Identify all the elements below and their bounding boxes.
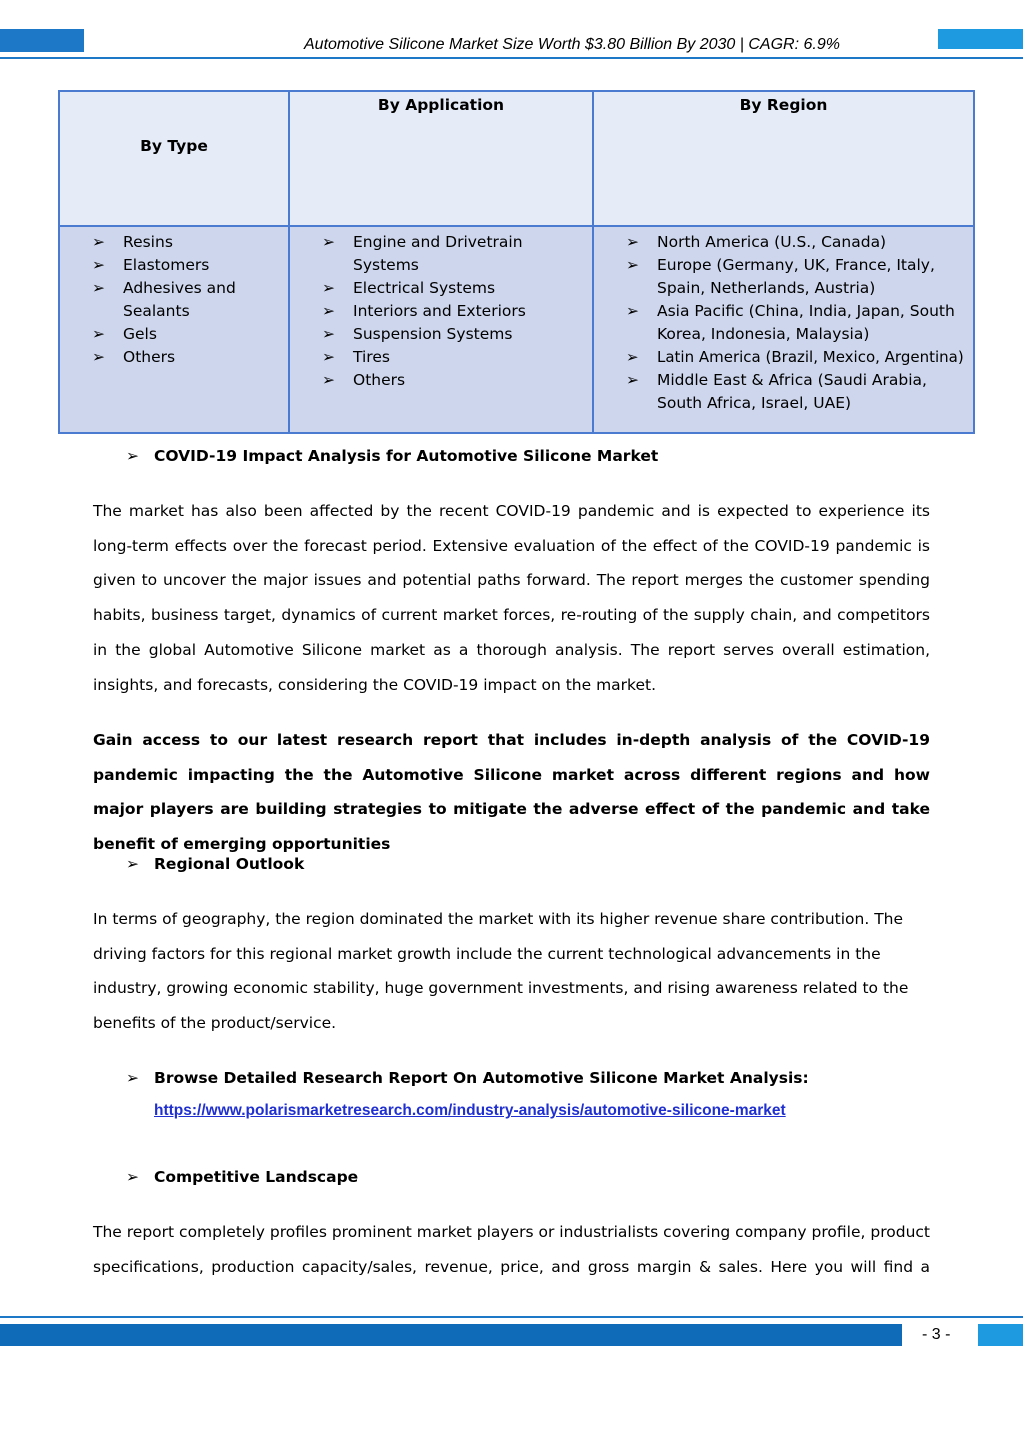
list-item: ➢ Engine and Drivetrain Systems [322,233,523,274]
segmentation-table [58,90,975,434]
arrow-bullet-icon: ➢ [126,447,139,465]
list-item: ➢ Resins [60,231,288,254]
footer-bar-right [978,1324,1023,1346]
table-body-row [59,226,974,433]
arrow-bullet-icon: ➢ [626,371,639,389]
header-rule [0,57,1023,59]
footer-rule [0,1316,1023,1318]
arrow-bullet-icon: ➢ [126,855,139,873]
type-cell [59,226,289,433]
list-item: ➢ Electrical Systems [290,277,592,300]
list-item: ➢ Elastomers [60,254,288,277]
header-bar-right [938,29,1023,49]
arrow-bullet-icon: ➢ [92,233,105,251]
list-item: ➢ Latin America (Brazil, Mexico, Argentina) [594,346,973,369]
arrow-bullet-icon: ➢ [322,325,335,343]
header-by-region: By Region [593,91,974,226]
header-by-type: By Type [59,91,289,226]
arrow-bullet-icon: ➢ [322,233,335,251]
header-by-application: By Application [289,91,593,226]
arrow-bullet-icon: ➢ [322,348,335,366]
region-list [594,227,973,415]
list-item: ➢ Middle East & Africa (Saudi Arabia, South Africa, Israel, UAE) [626,371,927,412]
competitive-heading: ➢ Competitive Landscape [126,1168,359,1186]
arrow-bullet-icon: ➢ [92,325,105,343]
list-item: ➢ Others [290,369,592,392]
list-item: ➢ Others [60,346,288,369]
arrow-bullet-icon: ➢ [92,256,105,274]
arrow-bullet-icon: ➢ [126,1069,139,1087]
arrow-bullet-icon: ➢ [322,279,335,297]
header-bar-left [0,29,84,52]
arrow-bullet-icon: ➢ [92,348,105,366]
type-list [60,227,288,369]
list-item: ➢ Adhesives and Sealants [92,279,236,320]
covid-heading: ➢ COVID-19 Impact Analysis for Automotive Silicone Market [126,447,659,465]
arrow-bullet-icon: ➢ [626,233,639,251]
arrow-bullet-icon: ➢ [322,371,335,389]
list-item: ➢ Suspension Systems [290,323,592,346]
list-item: ➢ Asia Pacific (China, India, Japan, South Korea, Indonesia, Malaysia) [626,302,955,343]
covid-paragraph: The market has also been affected by the recent COVID-19 pandemic and is expected to experience its long-term effects over the forecast period. Extensive evaluation of the effect of the COVID-19 pandemic is given to uncover the major issues and potential paths forward. The report merges the customer spending habits, business target, dynamics of current market forces, re-routing of the supply chain, and competitors in the global Automotive Silicone market as a thorough analysis. The report serves overall estimation, insights, and forecasts, considering the COVID-19 impact on the market. [93,502,930,694]
list-item: ➢ Europe (Germany, UK, France, Italy, Spain, Netherlands, Austria) [626,256,935,297]
regional-heading: ➢ Regional Outlook [126,855,305,873]
footer-bar [0,1324,902,1346]
list-item: ➢ Tires [290,346,592,369]
page-header-title: Automotive Silicone Market Size Worth $3.80 Billion By 2030 | CAGR: 6.9% [304,36,840,53]
browse-heading: ➢ Browse Detailed Research Report On Automotive Silicone Market Analysis: [126,1069,809,1087]
list-item: ➢ North America (U.S., Canada) [594,231,973,254]
arrow-bullet-icon: ➢ [92,279,105,297]
regional-paragraph: In terms of geography, the region dominated the market with its higher revenue share contribution. The driving factors for this regional market growth include the current technological advancements in the industry, growing economic stability, huge government investments, and rising awareness related to the benefits of the product/service. [93,910,909,1033]
arrow-bullet-icon: ➢ [626,348,639,366]
application-list [290,227,592,392]
report-link[interactable]: https://www.polarismarketresearch.com/industry-analysis/automotive-silicone-market [154,1102,786,1119]
arrow-bullet-icon: ➢ [126,1168,139,1186]
page-number: - 3 - [922,1326,951,1343]
covid-cta-paragraph: Gain access to our latest research report that includes in-depth analysis of the COVID-19 pandemic impacting the the Automotive Silicone market across different regions and how major players are building strategies to mitigate the adverse effect of the pandemic and take benefit of emerging opportunities [93,731,930,854]
application-cell [289,226,593,433]
competitive-paragraph: The report completely profiles prominent market players or industrialists covering company profile, product specifications, production capacity/sales, revenue, price, and gross margin & sales. Here you will find a [93,1223,930,1276]
arrow-bullet-icon: ➢ [322,302,335,320]
table-header-row [59,91,974,226]
list-item: ➢ Gels [60,323,288,346]
list-item: ➢ Interiors and Exteriors [290,300,592,323]
arrow-bullet-icon: ➢ [626,256,639,274]
region-cell [593,226,974,433]
arrow-bullet-icon: ➢ [626,302,639,320]
